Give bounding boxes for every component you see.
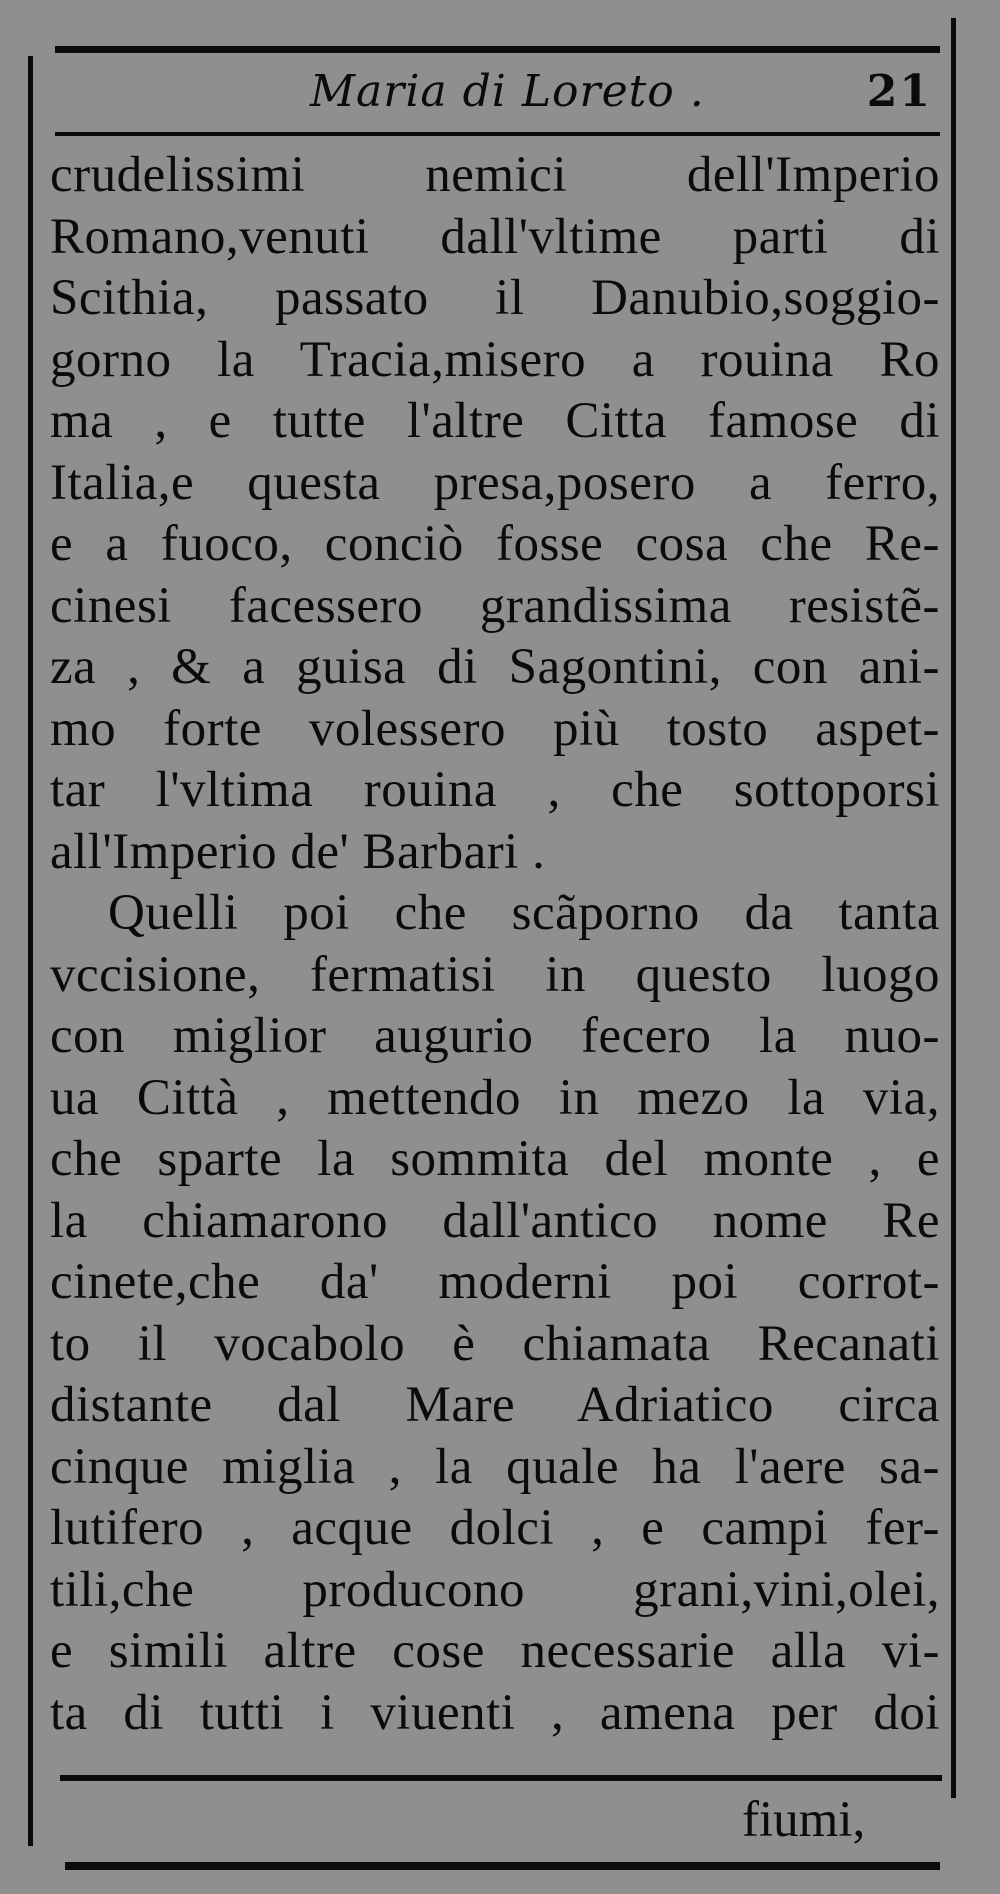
text-line: tar l'vltima rouina , che sottoporsi xyxy=(50,762,940,818)
text-line: lutifero , acque dolci , e campi fer- xyxy=(50,1500,940,1556)
running-head: Maria di Loreto . xyxy=(310,66,705,117)
right-frame-rule xyxy=(951,18,956,1798)
text-line: mo forte volessero più tosto aspet- xyxy=(50,700,940,757)
left-frame-rule xyxy=(28,56,33,1846)
text-line: ta di tutti i viuenti , amena per doi xyxy=(50,1684,940,1741)
body-text xyxy=(50,145,940,1744)
text-line: za , & a guisa di Sagontini, con ani- xyxy=(50,639,940,695)
text-line: tili,che producono grani,vini,olei, xyxy=(50,1561,940,1618)
text-line: to il vocabolo è chiamata Recanati xyxy=(50,1315,940,1372)
text-line: crudelissimi nemici dell'Imperio xyxy=(50,147,940,203)
text-line: ma , e tutte l'altre Citta famose di xyxy=(50,393,940,449)
paragraph-start-line: Quelli poi che scãporno da tanta xyxy=(108,885,940,941)
bottom-edge-rule xyxy=(65,1862,940,1870)
text-line: cinete,che da' moderni poi corrot- xyxy=(50,1254,940,1310)
catchword: fiumi, xyxy=(742,1792,866,1848)
text-line: la chiamarono dall'antico nome Re xyxy=(50,1192,940,1249)
text-line: Italia,e questa presa,posero a ferro, xyxy=(50,454,940,511)
text-line: che sparte la sommita del monte , e xyxy=(50,1131,940,1187)
text-line: ua Città , mettendo in mezo la via, xyxy=(50,1069,940,1126)
text-line: distante dal Mare Adriatico circa xyxy=(50,1377,940,1433)
bottom-rule xyxy=(60,1775,942,1781)
page-number: 21 xyxy=(866,66,932,117)
text-line: con miglior augurio fecero la nuo- xyxy=(50,1008,940,1064)
text-line: vccisione, fermatisi in questo luogo xyxy=(50,946,940,1003)
header-rule xyxy=(55,132,940,136)
text-line: cinesi facessero grandissima resistẽ- xyxy=(50,577,940,634)
text-line: cinque miglia , la quale ha l'aere sa- xyxy=(50,1438,940,1495)
paragraph-end-line: all'Imperio de' Barbari . xyxy=(50,823,546,880)
text-line: gorno la Tracia,misero a rouina Ro xyxy=(50,331,940,388)
text-line: Scithia, passato il Danubio,soggio- xyxy=(50,270,940,326)
top-rule xyxy=(55,46,940,53)
text-line: e a fuoco, conciò fosse cosa che Re- xyxy=(50,516,940,572)
page-header xyxy=(300,62,940,126)
text-line: Romano,venuti dall'vltime parti di xyxy=(50,208,940,265)
text-line: e simili altre cose necessarie alla vi- xyxy=(50,1623,940,1679)
